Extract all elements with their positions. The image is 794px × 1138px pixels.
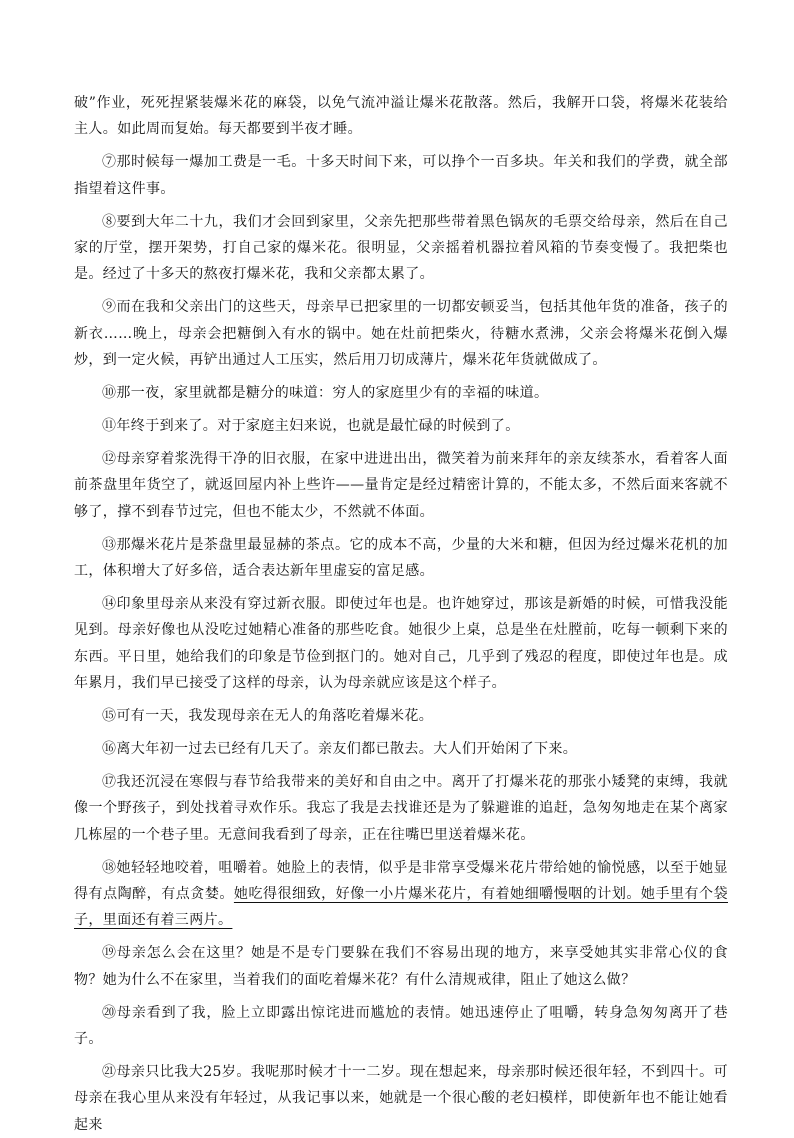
paragraph-16: ⑯离大年初一过去已经有几天了。亲友们都已散去。大人们开始闲了下来。 <box>102 740 578 757</box>
article-body <box>74 90 728 1138</box>
paragraph-10: ⑩那一夜，家里就都是糖分的味道：穷人的家庭里少有的幸福的味道。 <box>102 385 549 402</box>
paragraph-18 <box>74 855 728 934</box>
paragraph-20: ⑳母亲看到了我，脸上立即露出惊诧进而尴尬的表情。她迅速停止了咀嚼，转身急匆匆离开了巷子。 <box>74 1004 728 1047</box>
paragraph-14: ⑭印象里母亲从来没有穿过新衣服。即使过年也是。也许她穿过，那该是新婚的时候，可惜我没能见到。母亲好像也从没吃过她精心准备的那些吃食。她很少上桌，总是坐在灶膛前，吃每一顿剩下来的东西。平日里，她给我们的印象是节俭到抠门的。她对自己，几乎到了残忍的程度，即使过年也是。成年累月，我们早已接受了这样的母亲，认为母亲就应该是这个样子。 <box>74 595 728 692</box>
paragraph-19: ⑲母亲怎么会在这里？她是不是专门要躲在我们不容易出现的地方，来享受她其实非常心仪的食物？她为什么不在家里，当着我们的面吃着爆米花？有什么清规戒律，阻止了她这么做？ <box>74 945 728 988</box>
paragraph-11: ⑪年终于到来了。对于家庭主妇来说，也就是最忙碌的时候到了。 <box>102 417 520 434</box>
paragraph-18-text: ⑱她轻轻地咬着，咀嚼着。她脸上的表情，似乎是非常享受爆米花片带给她的愉悦感，以至于她显得有点陶醉，有点贪婪。 <box>74 859 728 902</box>
paragraph-13: ⑬那爆米花片是茶盘里最显赫的茶点。它的成本不高，少量的大米和糖，但因为经过爆米花机的加工，体积增大了好多倍，适合表达新年里虚妄的富足感。 <box>74 536 728 579</box>
paragraph-21: ㉑母亲只比我大25岁。我呢那时候才十一二岁。现在想起来，母亲那时候还很年轻，不到四十。可母亲在我心里从来没有年轻过，从我记事以来，她就是一个很心酸的老妇模样，即使新年也不能让她看起来 <box>74 1063 728 1133</box>
paragraph-7: ⑦那时候每一爆加工费是一毛。十多天时间下来，可以挣个一百多块。年关和我们的学费，就全部指望着这件事。 <box>74 154 728 197</box>
paragraph-12: ⑫母亲穿着浆洗得干净的旧衣服，在家中进进出出，微笑着为前来拜年的亲友续茶水，看着客人面前茶盘里年货空了，就返回屋内补上些许——量肯定是经过精密计算的，不能太多，不然后面来客就不够了，撑不到春节过完，但也不能太少，不然就不体面。 <box>74 450 728 520</box>
paragraph-continuation: 破”作业，死死捏紧装爆米花的麻袋，以免气流冲溢让爆米花散落。然后，我解开口袋，将爆米花装给主人。如此周而复始。每天都要到半夜才睡。 <box>74 95 728 138</box>
paragraph-9: ⑨而在我和父亲出门的这些天，母亲早已把家里的一切都安顿妥当，包括其他年货的准备，孩子的新衣……晚上，母亲会把糖倒入有水的锅中。她在灶前把柴火，待糖水煮沸，父亲会将爆米花倒入爆炒，到一定火候，再铲出通过人工压实，然后用刀切成薄片，爆米花年货就做成了。 <box>74 299 728 369</box>
paragraph-17: ⑰我还沉浸在寒假与春节给我带来的美好和自由之中。离开了打爆米花的那张小矮凳的束缚，我就像一个野孩子，到处找着寻欢作乐。我忘了我是去找谁还是为了躲避谁的追赶，急匆匆地走在某个离家几栋屋的一个巷子里。无意间我看到了母亲，正在往嘴巴里送着爆米花。 <box>74 773 728 843</box>
paragraph-18-underlined-sentence: 她吃得很细致，好像一小片爆米花片，有着她细嚼慢咽的计划。她手里有个袋子，里面还有着三两片。 <box>74 885 728 929</box>
paragraph-8: ⑧要到大年二十九，我们才会回到家里，父亲先把那些带着黑色锅灰的毛票交给母亲，然后在自己家的厅堂，摆开架势，打自己家的爆米花。很明显，父亲摇着机器拉着风箱的节奏变慢了。我把柴也是。经过了十多天的熬夜打爆米花，我和父亲都太累了。 <box>74 213 728 283</box>
paragraph-15: ⑮可有一天，我发现母亲在无人的角落吃着爆米花。 <box>102 708 434 725</box>
